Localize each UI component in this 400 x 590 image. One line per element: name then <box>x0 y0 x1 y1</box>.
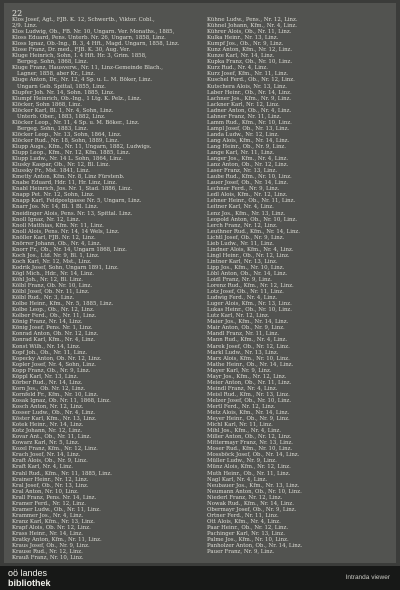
directory-entry: Lenz Jos., Kfm., Nr. 13, Linz. <box>207 210 286 217</box>
directory-entry: Lutz Karl, Nr. 12, Linz. <box>207 313 270 320</box>
directory-entry: Ortner Ferd., Nr. 11, Linz. <box>207 512 279 519</box>
directory-entry: Mittermayr Franz, Nr. 13, Linz. <box>207 440 294 447</box>
directory-entry: Koch Karl, Nr. 12, Mst., Linz. <box>12 258 92 265</box>
directory-entry: Knoll Matthias, Kfm. Nr. 11, Linz. <box>12 222 104 229</box>
directory-entry: Obermayr Josef, Ob., Nr. 9, Linz. <box>207 506 297 513</box>
directory-entry: Lorenz Rud., Kfm., Nr. 12, Linz. <box>207 283 294 290</box>
directory-entry: Lindner Alois, Kfm., Nr. 4, Linz. <box>207 246 294 253</box>
directory-entry: Kolbe Leop., Ob., Nr. 12, Linz. <box>12 307 95 314</box>
directory-entry: Kranz Karl, Kfm., Nr. 13, Linz. <box>12 518 95 525</box>
directory-entry: Muth Heinr., Ob., Nr. 11, Linz. <box>207 470 291 477</box>
directory-entry: Lackner Karl, Nr. 12, Linz. <box>207 101 280 108</box>
directory-entry: Meisl Rud., Kfm., Nr. 13, Linz. <box>207 391 290 398</box>
directory-entry: Kneidinger Alois, Pens. Nr. 13, Spittal. Linz. <box>12 210 133 217</box>
directory-entry: Kraft Karl, Nr. 4, Linz. <box>12 464 73 471</box>
directory-entry: Luger Alois, Kfm., Nr. 13, Linz. <box>207 301 292 308</box>
directory-entry: Kopler Josef, Nr. 4, Sohn, Linz. <box>12 361 96 368</box>
directory-entry: Krammer Jos., Nr. 4, Linz. <box>12 512 84 519</box>
directory-entry: Mathe Heinr., Ob., Nr. 14, Linz. <box>207 361 294 368</box>
directory-entry: Konrad Anton, Ob. Nr. 12, Linz. <box>12 331 99 338</box>
directory-entry: Kmetty Anton, Kfm. Nr. 8, Linz Fürstenb. <box>12 174 125 181</box>
directory-entry: Panholzer Anton, Ob., Nr. 14, Linz. <box>207 543 303 550</box>
directory-entry: Neubauer Jos., Kfm., Nr. 13, Linz. <box>207 482 300 489</box>
directory-entry: Kodrik Josef, Sohn, Ungarn 1891, Linz. <box>12 264 119 271</box>
directory-entry: Kornfeld Fr., Kfm., Nr. 10, Linz. <box>12 391 99 398</box>
directory-entry: Kotz Johann, Nr. 12, Linz. <box>12 428 83 435</box>
directory-entry: Knörrer Johann, Ob., Nr. 4, Linz. <box>12 240 102 247</box>
directory-entry: Lange Karl, Nr. 11, Linz. <box>207 150 275 157</box>
directory-entry: Bergeg. Sohn, 1868, Linz. <box>17 59 89 66</box>
directory-entry: Klöcker Karl, Bl. 1, Nr. 4, Sohn, Linz. <box>12 107 114 114</box>
directory-entry: Leitner Karl, Nr. 4, Linz. <box>207 204 274 211</box>
directory-entry: Mair Anton, Ob., Nr. 9, Linz. <box>207 325 285 332</box>
directory-entry: Kutschera Alois, Nr. 13, Linz. <box>207 83 288 90</box>
directory-entry: Bergeg. Sohn, 1883, Linz. <box>17 125 89 132</box>
directory-entry: Nowak Rud., Kfm., Nr. 14, Linz. <box>207 500 294 507</box>
directory-entry: Lehner Heinr., Ob., Nr. 11, Linz. <box>207 198 296 205</box>
directory-entry: Kotek Heinr., Nr. 14, Linz. <box>12 422 84 429</box>
directory-entry: Michl Karl, Nr. 11, Linz. <box>207 422 273 429</box>
directory-entry: Köster Karl, Kfm., Nr. 13, Linz. <box>12 416 97 423</box>
directory-entry: Ladner Anton, Ob., Nr. 4, Linz. <box>207 107 292 114</box>
directory-entry: Müller Ludw., Nr. 9, Linz. <box>207 458 277 465</box>
viewer-link[interactable]: Intranda viewer <box>345 574 390 581</box>
directory-entry: Mossböck Josef, Ob., Nr. 14, Linz. <box>207 452 300 459</box>
directory-entry: Kral Josef, Ob., Nr. 13, Linz. <box>12 482 89 489</box>
directory-entry: Körber Rud., Nr. 14, Linz. <box>12 379 83 386</box>
directory-entry: Kühne Ludw., Pens., Nr. 12, Linz. <box>207 17 298 23</box>
directory-entry: Klöcker, Sohn 1868, Linz. <box>12 101 82 108</box>
directory-entry: Meier Anton, Ob., Nr. 11, Linz. <box>207 379 292 386</box>
directory-entry: Klumpf Heinrich, Ob.-Ing., 1 Ltg. K. Pelz., Linz. <box>12 95 142 102</box>
directory-entry: Kosch Anton, Nr. 12, Linz. <box>12 404 84 410</box>
directory-entry: Kumpf Jos., Ob., Nr. 9, Linz. <box>207 41 284 48</box>
directory-entry: Meyer Heinr., Ob., Nr. 9, Linz. <box>207 416 290 423</box>
directory-entry: Kramer Ludw., Ob., Nr. 11, Linz. <box>12 506 101 513</box>
directory-entry: Mihl Jos., Kfm., Nr. 4, Linz. <box>207 428 282 435</box>
directory-entry: Kulka Heinr., Nr. 13, Linz. <box>207 35 279 42</box>
directory-entry: Kurz Rud., Nr. 4, Linz. <box>207 65 268 72</box>
directory-entry: Knabl Heinrich, Jos. Nr. 1, Stad. 1886, Linz. <box>12 186 132 193</box>
directory-entry: Lang Alois, Kfm., Nr. 14, Linz. <box>207 137 290 144</box>
directory-entry: Lauer Josef, Ob., Nr. 14, Linz. <box>207 180 289 187</box>
directory-entry: Klos Ludwig, Ob., FB. Nr. 10, Ungarn. Ver. Monaths., 1885, <box>12 29 175 36</box>
directory-entry: Mann Rud., Kfm., Nr. 4, Linz. <box>207 337 288 344</box>
directory-entry: Kluge Franz, Hausverw., Nr. 11, Linz-Gemeinde Blach., <box>12 65 163 72</box>
directory-entry: Kurz Josef, Kfm., Nr. 11, Linz. <box>207 71 289 78</box>
directory-entry: 2/9. Linz. <box>12 23 38 30</box>
directory-entry: Lukas Heinr., Ob., Nr. 10, Linz. <box>207 307 292 314</box>
directory-entry: Kraft Alois, Ob., Nr. 9, Linz. <box>12 458 88 465</box>
directory-entry: Krall Franz, Pens. Nr. 14, Linz. <box>12 494 97 501</box>
logo-line-2: bibliothek <box>8 578 51 588</box>
directory-entry: König Franz, Nr. 14, Linz. <box>12 319 83 326</box>
directory-entry: Palme Jos., Kfm., Nr. 10, Linz. <box>207 537 289 544</box>
directory-entry: Loidl Franz, Nr. 9, Linz. <box>207 277 273 284</box>
directory-entry: Moser Rud., Kfm., Nr. 10, Linz. <box>207 446 293 453</box>
directory-entry: Lampl Josef, Ob., Nr. 13, Linz. <box>207 125 290 132</box>
directory-entry: Ungarn Geb. Spittal, 1855, Linz. <box>17 83 106 90</box>
directory-entry: Klupp Ludw., Nr. 14 L. Sohn, 1864, Linz. <box>12 156 123 163</box>
directory-entry: Krapf Alois, Ob. Nr. 12, Linz. <box>12 524 91 531</box>
directory-entry: Lintner Karl, Nr. 13, Linz. <box>207 258 278 265</box>
directory-entry: Ludwig Ferd., Nr. 4, Linz. <box>207 295 278 302</box>
directory-entry: Melzer Josef, Ob., Nr. 10, Linz. <box>207 397 292 404</box>
directory-entry: Kölbl Josef, Ob. Nr. 11, Linz. <box>12 289 90 296</box>
directory-entry: Knorr Fr., Ob., Nr. 14, Ungarn 1868, Linz. <box>12 246 127 253</box>
directory-entry: Klose Franz, Dr. med., FJB. K. 30, Aug. Ver. <box>12 47 131 54</box>
directory-entry: Markl Ludw., Nr. 13, Linz. <box>207 349 279 356</box>
directory-entry: Mandl Franz, Nr. 11, Linz. <box>207 331 280 338</box>
directory-entry: Knapp Pet. Nr. 12, Sohn, Linz. <box>12 192 95 199</box>
directory-entry: Leuthner Rud., Kfm., Nr. 14, Linz. <box>207 228 300 235</box>
directory-entry: Konst Wilh., Nr. 14, Linz. <box>12 343 81 350</box>
logo-line-1: oö landes <box>8 568 48 578</box>
page-scan <box>4 3 396 563</box>
directory-entry: Knarr Jos. Nr. 14, Bl. 1 Bl. Linz. <box>12 204 99 211</box>
directory-entry: Lingl Heinr., Ob., Nr. 12, Linz. <box>207 252 290 259</box>
directory-entry: Klos Josef, Agt., FJB. K. 12, Schwertb., Viktor. Cobl., <box>12 17 155 23</box>
directory-entry: Kowarz Karl, Nr. 5, Linz. <box>12 440 80 447</box>
directory-entry: Lagner, 1858, aber Kr., Linz. <box>17 71 96 78</box>
directory-entry: Köhl Joh., Nr. 12, Bl. Linz. <box>12 277 83 284</box>
directory-entry: König Josef, Pens. Nr. 1, Linz. <box>12 325 93 332</box>
directory-entry: Klöcker Leop., Nr. 13, Sohn, 1864, Linz. <box>12 131 122 138</box>
directory-entry: Kolber Ferd., Ob., Nr. 11, Linz. <box>12 313 97 320</box>
directory-entry: Klusky Kaspar, Ob., Nr. 12, Bl. Linz. <box>12 162 110 169</box>
directory-entry: Kloss Ignaz, Ob.-Ing., B. 3, 4 Hft., Magd. Ungarn, 1858, Linz. <box>12 41 180 48</box>
directory-entry: Ott Alois, Kfm., Nr. 4, Linz. <box>207 518 281 525</box>
directory-entry: Langer Jos., Kfm., Nr. 4, Linz. <box>207 156 289 163</box>
directory-entry: Laser Franz, Nr. 13, Linz. <box>207 168 278 175</box>
directory-entry: Krainer Heinr., Nr. 12, Linz. <box>12 476 89 483</box>
left-column <box>12 17 194 561</box>
directory-entry: Miller Anton, Ob., Nr. 12, Linz. <box>207 434 292 441</box>
directory-entry: Kosak Ignaz, Ob. Nr. 11, 1868, Linz. <box>12 397 111 404</box>
directory-entry: Meindl Franz, Nr. 4, Linz. <box>207 385 278 392</box>
directory-entry: Krass Heinr., Nr. 14, Linz. <box>12 530 84 537</box>
directory-entry: Knöller Karl, FJB. Nr. 12, Linz. <box>12 234 96 241</box>
directory-entry: Mayer Karl, Nr. 9, Linz. <box>207 367 272 374</box>
directory-entry: Unterb. Ober., 1883, 1882, Linz. <box>17 113 106 120</box>
directory-entry: Klöcker Leop., Nr. 11, 4 Sp. u. M. Böker., Linz. <box>12 119 140 126</box>
directory-entry: Lieb Ludw., Nr. 11, Linz. <box>207 240 275 247</box>
directory-entry: Kölbl Franz, Ob. Nr. 10, Linz. <box>12 283 93 290</box>
directory-entry: Lechner Ferd., Nr. 9, Linz. <box>207 186 280 193</box>
directory-entry: Kozel Franz, Kfm., Nr. 12, Linz. <box>12 446 98 453</box>
directory-entry: Konrad Karl, Kfm., Nr. 4, Linz. <box>12 337 96 344</box>
page-number: 22 <box>12 9 23 18</box>
directory-entry: Kupka Franz, Ob., Nr. 10, Linz. <box>207 59 293 66</box>
library-logo <box>8 569 118 589</box>
directory-entry: Lerch Franz, Nr. 12, Linz. <box>207 222 278 229</box>
directory-entry: Neumann Anton, Ob., Nr. 10, Linz. <box>207 488 302 495</box>
directory-entry: Klupp Augs., Kfm., Nr. 11, Ungarn, 1882, Ludwigs. <box>12 143 152 150</box>
directory-entry: Klupfer Joh. Nr. 14, Sohn. 1885, Linz. <box>12 89 115 96</box>
directory-entry: Lanz Anton, Ob., Nr. 12, Linz. <box>207 162 289 169</box>
directory-entry: Kovar Ant., Ob., Nr. 11, Linz. <box>12 434 92 441</box>
directory-entry: Metz Alois, Kfm., Nr. 14, Linz. <box>207 410 290 417</box>
directory-entry: Köppl Karl, Nr. 13, Linz. <box>12 373 79 380</box>
directory-entry: Lotz Josef, Ob., Nr. 11, Linz. <box>207 289 284 296</box>
directory-entry: Krause Rud., Nr. 12, Linz. <box>12 549 83 556</box>
directory-entry: Kluge Heinrich, Sohn, I. 4 Hft. Hr. 3, Grim. 1858, <box>12 53 147 60</box>
directory-entry: Lipp Jos., Kfm., Nr. 10, Linz. <box>207 264 285 271</box>
directory-entry: Landa Ludw., Nr. 12, Linz. <box>207 131 280 138</box>
directory-entry: Krahl Rud., Kfm., Nr. 11, 1885, Linz. <box>12 470 113 477</box>
directory-entry: Paar Heinr., Ob., Nr. 12, Linz. <box>207 524 289 531</box>
directory-entry: Mayr Jos., Kfm., Nr. 12, Linz. <box>207 373 287 380</box>
directory-entry: Lang Heinr., Ob., Nr. 9, Linz. <box>207 143 286 150</box>
directory-entry: Kunze Karl, Nr. 14, Linz. <box>207 53 275 60</box>
directory-entry: Löbl Anton, Ob., Nr. 14, Linz. <box>207 270 288 277</box>
directory-entry: Lachner Jos., Kfm., Nr. 9, Linz. <box>207 95 292 102</box>
directory-entry: Kraus Josef, Ob., Nr. 9, Linz. <box>12 543 90 550</box>
directory-entry: Münz Alois, Kfm., Nr. 12, Linz. <box>207 464 291 471</box>
directory-entry: Kramer Ferd., Nr. 12, Linz. <box>12 500 86 507</box>
directory-entry: Pauer Franz, Nr. 9, Linz. <box>207 549 275 556</box>
directory-entry: Lamm Rud., Kfm., Nr. 10, Linz. <box>207 119 292 126</box>
directory-entry: Nagl Karl, Nr. 4, Linz. <box>207 476 268 483</box>
directory-entry: Marx Alois, Kfm., Nr. 10, Linz. <box>207 355 290 362</box>
directory-entry: Laube Rud., Kfm., Nr. 10, Linz. <box>207 174 292 181</box>
directory-entry: Laber Heinr., Ob., Nr. 14, Linz. <box>207 89 292 96</box>
directory-entry: Kuschel Ferd., Ob., Nr. 12, Linz. <box>207 77 295 84</box>
directory-entry: Kögl Mich., Hdr., Nr. 14, Linz. <box>12 270 94 277</box>
directory-entry: Lichtl Josef, Ob., Nr. 9, Linz. <box>207 234 285 241</box>
directory-entry: Kühnel Johann, Kfm., Nr. 4, Linz. <box>207 23 298 30</box>
directory-entry: Niederl Franz, Nr. 12, Linz. <box>207 494 283 501</box>
directory-entry: Klupp Leop., Kfm., Nr. 12, Kfm. 1885, Linz. <box>12 150 131 157</box>
directory-entry: Knapp Karl, Feldpostgasse Nr. 5, Ungarn, Linz. <box>12 198 142 205</box>
directory-entry: Kloss Eduard, Pens. Unterb. Nr. 26, Ungarn, 1858, Linz. <box>12 35 166 42</box>
directory-entry: Kluge Anton, Dr., Nr. 12, 4 Sp. u. L. M. Böker, Linz. <box>12 77 153 84</box>
directory-entry: Mertl Ferd., Nr. 12, Linz. <box>207 404 276 410</box>
directory-entry: Pachinger Karl, Nr. 13, Linz. <box>207 530 285 537</box>
directory-entry: Kopp Franz, Ob., Nr. 9, Linz. <box>12 367 91 374</box>
directory-entry: Knoll Alois, Pens. Nr. 14, 14 Wels, Linz. <box>12 228 120 235</box>
directory-entry: Krach Josef, Nr. 14, Linz. <box>12 452 81 459</box>
directory-entry: Klussky Fr., Mst. 1841, Linz. <box>12 168 91 175</box>
directory-entry: Leopold Anton, Ob., Nr. 10, Linz. <box>207 216 298 223</box>
directory-entry: Klöcker Rud., Nr. 18, Sohn, 1889, Linz. <box>12 137 120 144</box>
directory-entry: Knabe Eduard, Hdr. 11, Hr. Linz, Linz. <box>12 180 117 187</box>
directory-entry: Krauß Franz, Nr. 10, Linz. <box>12 555 84 562</box>
directory-entry: Kral Anton, Nr. 10, Linz. <box>12 488 79 495</box>
directory-entry: Marek Josef, Ob., Nr. 12, Linz. <box>207 343 290 350</box>
directory-entry: Kratky Anton, Kfm., Nr. 11, Linz. <box>12 537 102 544</box>
directory-entry: Ledl Alois, Kfm., Nr. 12, Linz. <box>207 192 288 199</box>
directory-entry: Korn Jos., Ob. Nr. 12, Linz. <box>12 385 86 392</box>
directory-entry: Kührer Alois, Ob., Nr. 11, Linz. <box>207 29 292 36</box>
directory-entry: Koch Jos., Ltd. Nr. 9, Bl. 1, Linz. <box>12 252 100 259</box>
directory-entry: Kunz Anton, Kfm., Nr. 12, Linz. <box>207 47 293 54</box>
right-column <box>207 17 389 555</box>
directory-entry: Knoll Ignaz, Nr. 12, Linz. <box>12 216 81 223</box>
directory-entry: Maier Jos., Kfm., Nr. 14, Linz. <box>207 319 289 326</box>
directory-entry: Kosser Ludw., Ob., Nr. 4, Linz. <box>12 410 96 417</box>
directory-entry: Kopf Joh., Ob., Nr. 11, Linz. <box>12 349 88 356</box>
directory-entry: Kopecky Anton, Ob. Nr. 12, Linz. <box>12 355 102 362</box>
directory-entry: Lahner Franz, Nr. 11, Linz. <box>207 113 282 120</box>
directory-entry: Kölbl Rud., Nr. 3, Linz. <box>12 295 75 302</box>
directory-entry: Kolbe Heinr., Kfm., Nr. 5, 1885, Linz. <box>12 301 114 308</box>
